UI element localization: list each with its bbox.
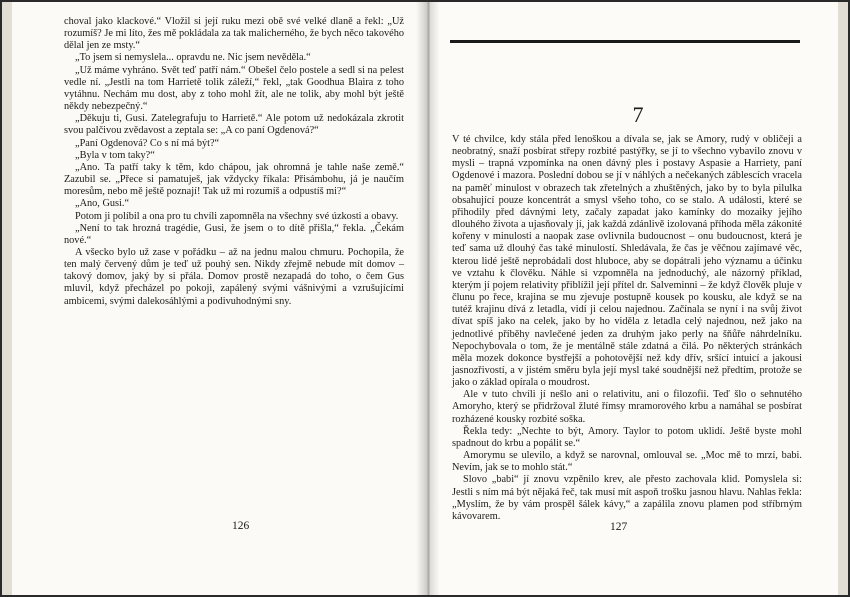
paragraph: „Paní Ogdenová? Co s ní má být?“	[75, 137, 220, 149]
paragraph: „To jsem si nemyslela... opravdu ne. Nic jsem nevěděla.“	[75, 52, 311, 64]
book-gutter	[416, 2, 440, 595]
paragraph: Slovo „babi“ jí znovu vzpěnilo krev, ale přesto zachovala klid. Pomyslela si: Jestli s ním má být nějaká řeč, tak musí mít aspoň trošku jasnou hlavu. Nahlas řekla: „Myslím, že by vám prospěl šálek kávy,“ a zapálila znovu plamen pod stříbrným kávovarem.	[452, 474, 802, 522]
paragraph: Amorymu se ulevilo, a když se narovnal, omlouval se. „Moc mě to mrzí, babi. Nevím, jak se to mohlo stát.“	[452, 450, 802, 474]
paragraph: Ale v tuto chvíli jí nešlo ani o relativitu, ani o filozofii. Teď šlo o sehnutého Amoryho, který se přidržoval žluté římsy mramorového krbu a namáhal se posbírat rozházené kousky rozbité soška.	[452, 389, 802, 425]
page-number-right: 127	[610, 521, 628, 533]
paragraph: V té chvilce, kdy stála před lenoškou a dívala se, jak se Amory, rudý v obličeji a neobratný, snaží posbírat střepy rozbité pastýřky, se jí to všechno vybavilo znovu v mysli – trapná vzpomínka na onen dávný ples i postavy Aspasie a Harriety, paní Ogdenové i mazora. Poslední dobou se jí v náhlých a nečekaných záblescích vracela na paměť minulost v obrazech tak zřetelných a zhuštěných, jako by to byla pilulka obsahující pouze koncentrát a smysl všeho toho, co se stalo. A události, které se přihodily před dávnými lety, začaly zapadat jako kamínky do mozaiky jejího dlouhého života a ujasňovaly jí, jak každá zdánlivě izolovaná příhoda měla zákonité kořeny v minulosti a naopak zase ovlivnila budoucnost – onu budoucnost, která je teď sama už dlouhý čas také minulostí. Shledávala, že čas je věčnou zajímavé věc, kterou lidé ještě neprobádali dost hluboce, aby se dopátrali jeho významu a účinku ve vztahu k člověku. Náhle si vzpomněla na jednoduchý, ale názorný příklad, kterým jí pojem relativity přiblížil její přítel dr. Salveminni – že když člověk pluje v člunu po řece, krajina se mu zjevuje postupně kousek po kousku, ale když se na tutéž krajinu dívá z letadla, vidí ji celou najednou. Začínala se nyní i na svůj život dívat spíš jako na celek, jako by ho viděla z letadla celý najednou, než jako na jednotlivé příběhy navlečené jeden za druhým jako perly na šňůře náhrdelníku. Nepochybovala o tom, že je mentálně stále zdatná a čilá. Po některých stránkách měla mozek dokonce bystřejší a pohotovější než kdy dřív, sršící intuicí a jakousi jasnozřivostí, a v jistém směru byla její mysl také soudnější než předtím, protože se jako o základ opírala o moudrost.	[452, 134, 802, 389]
chapter-rule	[450, 40, 800, 43]
chapter-number: 7	[632, 102, 644, 127]
right-page	[428, 2, 848, 595]
paragraph: „Ano, Gusi.“	[75, 198, 130, 210]
paragraph: „Byla v tom taky?“	[75, 149, 155, 161]
paragraph: choval jako klackové.“ Vložil si její ruku mezi obě své velké dlaně a řekl: „Už rozumíš? Je mi líto, žes mě pokládala za tak malicherného, že bych něco takového dělal jen ze msty.“	[64, 16, 404, 52]
right-page-text	[452, 134, 802, 523]
page-number-left: 126	[232, 520, 250, 532]
paragraph: „Už máme vyhráno. Svět teď patří nám.“ Obešel čelo postele a sedl si na pelest vedle ní. „Jestli na tom Harrietě tolik záleží,“ řekl, „tak Goodhua Blaira z toho vytáhnu. Nechám mu dost, aby z toho mohl žít, ale ne tolik, aby mohl být ještě někdy nebezpečný.“	[64, 64, 404, 113]
paragraph: Potom ji políbil a ona pro tu chvíli zapomněla na všechny své úzkosti a obavy.	[75, 210, 399, 222]
page-edges-right	[838, 2, 848, 595]
paragraph: A všecko bylo už zase v pořádku – až na jednu malou chmuru. Pochopila, že ten malý červený dům je teď už pouhý sen. Nikdy zřejmě nebude mít domov – takový domov, jaký by si přála. Domov prostě nezapadá do toho, o čem Gus mluvil, když přecházel po pokoji, zapálený svými vášnivými a vzrušujícími ambicemi, svými dalekosáhlými a podivuhodnými sny.	[64, 246, 404, 307]
page-edges-left	[2, 2, 12, 595]
paragraph: „Děkuju ti, Gusi. Zatelegrafuju to Harrietě.“ Ale potom už nedokázala zkrotit svou palčivou zvědavost a zeptala se: „A co paní Ogdenová?“	[64, 113, 404, 137]
left-page-text	[64, 16, 404, 308]
paragraph: Řekla tedy: „Nechte to být, Amory. Taylor to potom uklidí. Ještě byste mohl spadnout do krbu a popálit se.“	[452, 425, 802, 449]
book-spread	[2, 2, 848, 595]
paragraph: „Ano. Ta patří taky k těm, kdo chápou, jak ohromná je tahle naše země.“ Zazubil se. „Přece si pamatuješ, jak vždycky říkala: Přisámbohu, já je naučím moresům, nebo mě ještě poznají! Tak už mi rozumíš a odpustíš mi?“	[64, 161, 404, 198]
left-page	[2, 2, 424, 595]
paragraph: „Není to tak hrozná tragédie, Gusi, že jsem o to dítě přišla,“ řekla. „Čekám nové.“	[64, 222, 404, 246]
